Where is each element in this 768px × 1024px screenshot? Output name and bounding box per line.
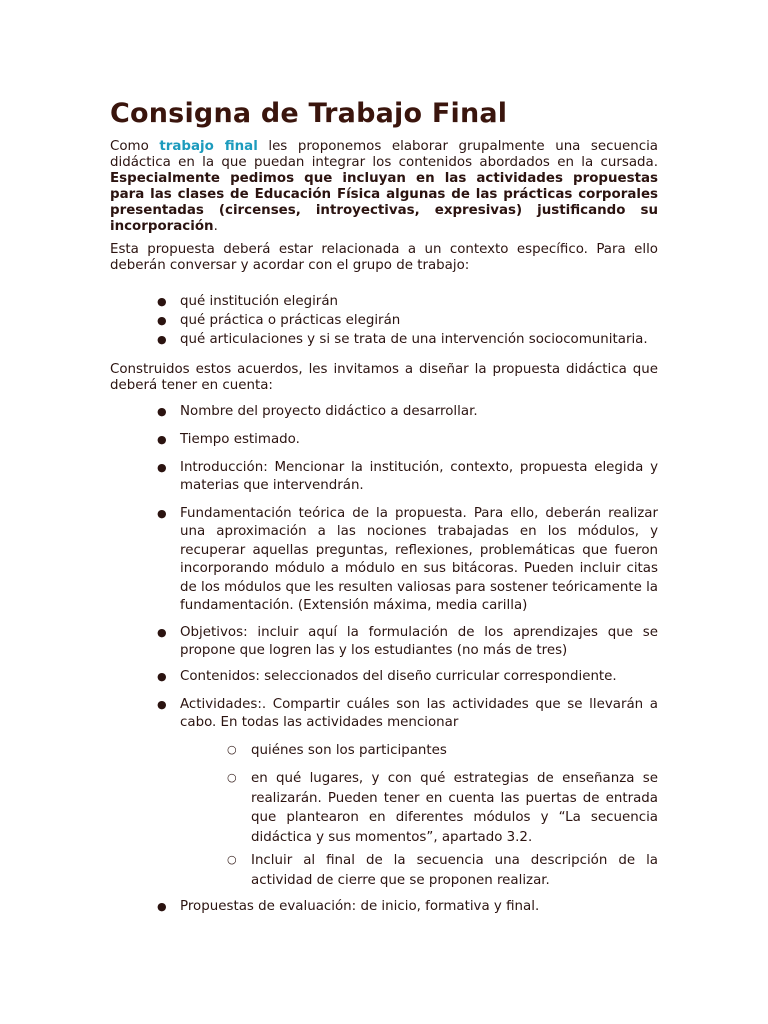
choices-list bbox=[110, 292, 658, 349]
intro-bold-text: Especialmente pedimos que incluyan en las actividades propuestas para las clases de Educación Física algunas de las prácticas corporales presentadas (circenses, introyectivas, expresivas) justificando su incorporación bbox=[110, 171, 658, 234]
list-item: Nombre del proyecto didáctico a desarrollar. bbox=[180, 404, 478, 419]
list-item: Tiempo estimado. bbox=[180, 432, 300, 447]
bullet-icon: ● bbox=[157, 461, 167, 474]
list-item: ● qué articulaciones y si se trata de una intervención sociocomunitaria. bbox=[157, 332, 648, 347]
circle-bullet-icon: ○ bbox=[227, 743, 237, 756]
intro-text-start: Como bbox=[110, 139, 160, 154]
bullet-icon: ● bbox=[157, 405, 167, 418]
bullet-icon: ● bbox=[157, 314, 167, 327]
bullet-icon: ● bbox=[157, 433, 167, 446]
list-item: Actividades:. Compartir cuáles son las actividades que se llevarán a cabo. En todas las actividades mencionar bbox=[180, 697, 658, 731]
bullet-icon: ● bbox=[157, 670, 167, 683]
list-item: ● qué institución elegirán bbox=[157, 294, 339, 309]
intro-text-end: . bbox=[213, 219, 218, 234]
page-title: Consigna de Trabajo Final bbox=[110, 98, 508, 129]
list-item: Propuestas de evaluación: de inicio, formativa y final. bbox=[180, 899, 540, 914]
list-item: Introducción: Mencionar la institución, contexto, propuesta elegida y materias que intervendrán. bbox=[180, 460, 658, 494]
bullet-icon: ● bbox=[157, 333, 167, 346]
bullet-icon: ● bbox=[157, 507, 167, 520]
list-item: Fundamentación teórica de la propuesta. Para ello, deberán realizar una aproximación a las nociones trabajadas en los módulos, y recuperar aquellas preguntas, reflexiones, problemáticas que fueron incorporando módulo a módulo en sus bitácoras. Pueden incluir citas de los módulos que les resulten valiosas para sostener teóricamente la fundamentación. (Extensión máxima, media carilla) bbox=[180, 506, 658, 614]
intro-paragraph bbox=[110, 139, 658, 235]
design-intro-paragraph: Construidos estos acuerdos, les invitamos a diseñar la propuesta didáctica que deberá tener en cuenta: bbox=[110, 362, 658, 393]
sub-list-item: Incluir al final de la secuencia una descripción de la actividad de cierre que se proponen realizar. bbox=[251, 853, 658, 888]
bullet-icon: ● bbox=[157, 698, 167, 711]
circle-bullet-icon: ○ bbox=[227, 853, 237, 866]
bullet-icon: ● bbox=[157, 900, 167, 913]
context-paragraph: Esta propuesta deberá estar relacionada a un contexto específico. Para ello deberán conversar y acordar con el grupo de trabajo: bbox=[110, 242, 658, 273]
bullet-icon: ● bbox=[157, 295, 167, 308]
intro-text-middle: les proponemos elaborar grupalmente una secuencia didáctica en la que puedan integrar los contenidos abordados en la cursada. bbox=[110, 139, 659, 170]
circle-bullet-icon: ○ bbox=[227, 771, 237, 784]
sub-list-item: en qué lugares, y con qué estrategias de enseñanza se realizarán. Pueden tener en cuenta las puertas de entrada que plantearon en diferentes módulos y “La secuencia didáctica y sus momentos”, apartado 3.2. bbox=[251, 771, 658, 845]
list-item: Objetivos: incluir aquí la formulación de los aprendizajes que se propone que logren las y los estudiantes (no más de tres) bbox=[180, 625, 658, 659]
sub-list-item: quiénes son los participantes bbox=[251, 743, 447, 758]
bullet-icon: ● bbox=[157, 626, 167, 639]
trabajo-final-link[interactable]: trabajo final bbox=[159, 139, 258, 154]
list-item: Contenidos: seleccionados del diseño curricular correspondiente. bbox=[180, 669, 617, 684]
list-item: ● qué práctica o prácticas elegirán bbox=[157, 313, 401, 328]
